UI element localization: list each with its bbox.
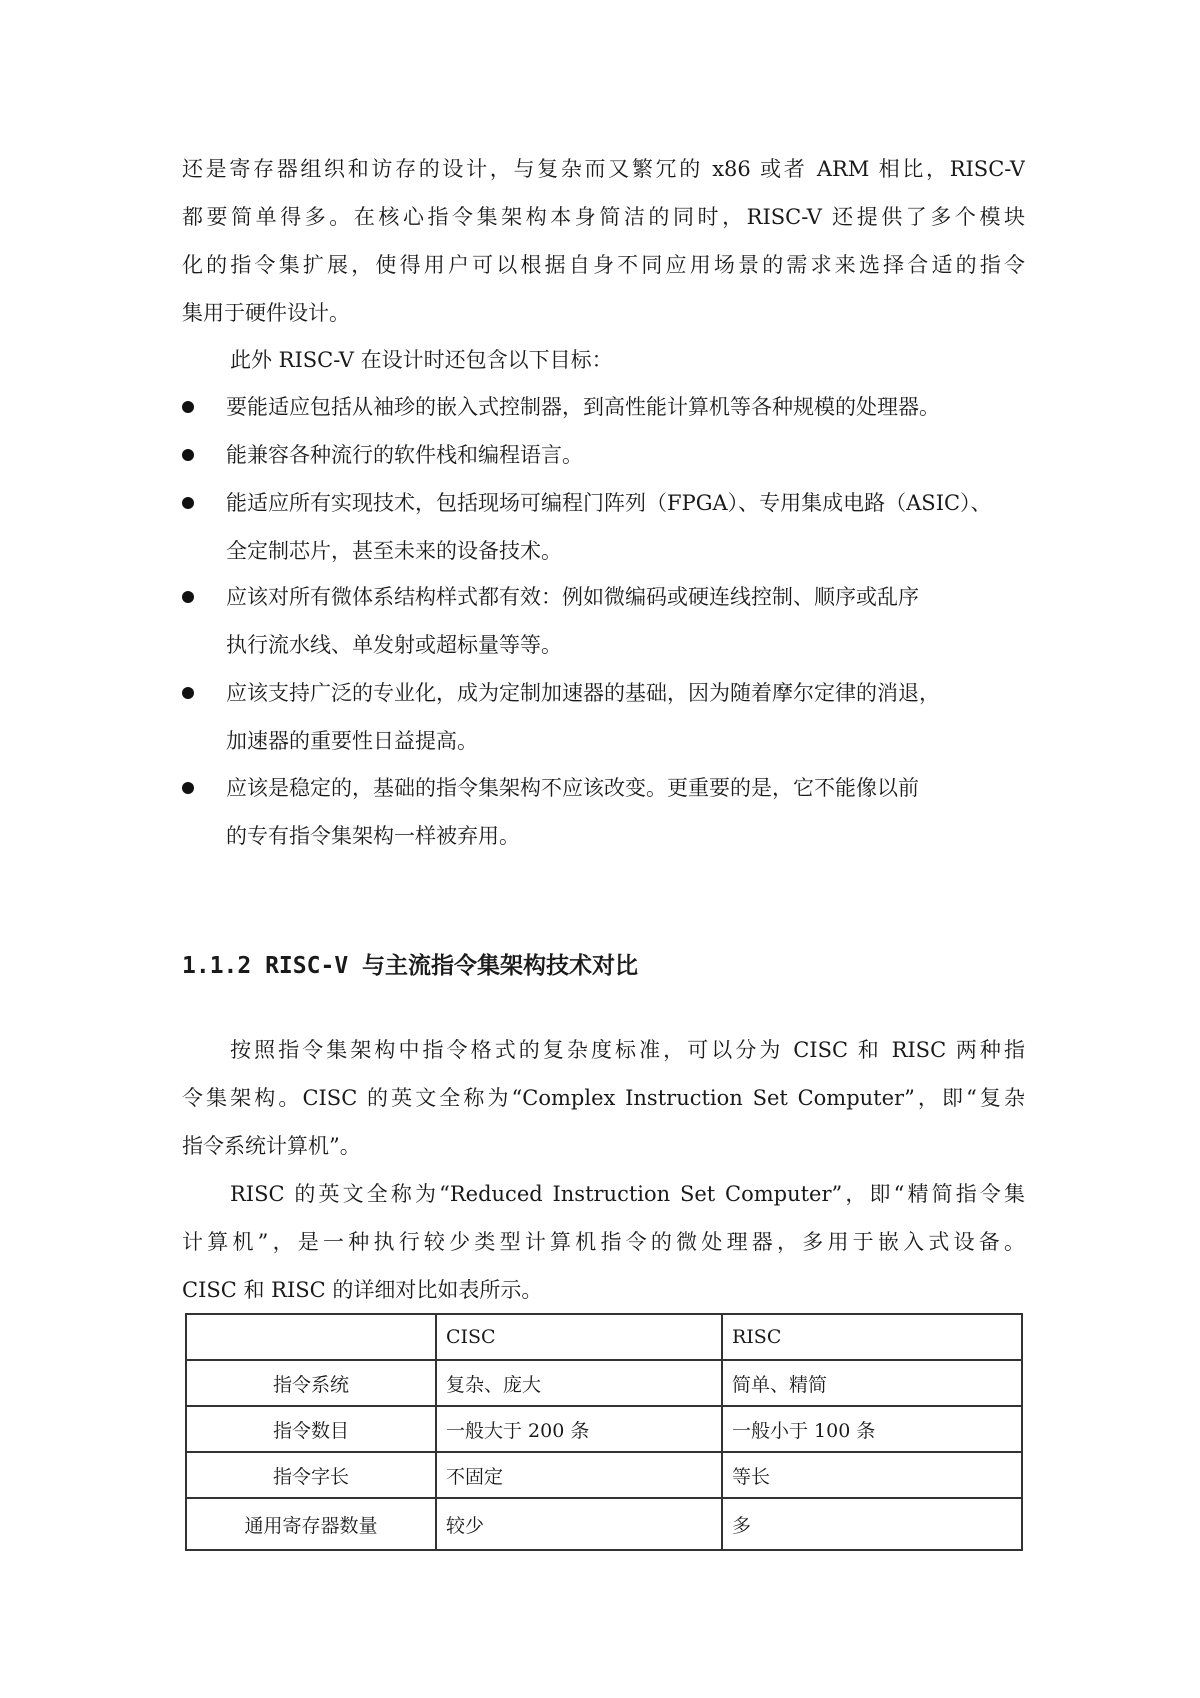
bullet-dot-icon — [182, 497, 194, 509]
text-line: 此外 RISC-V 在设计时还包含以下目标： — [230, 348, 613, 372]
text-line: 指令系统计算机”。 — [182, 1134, 361, 1158]
bullet-dot-icon — [182, 401, 194, 413]
text-line: 能适应所有实现技术，包括现场可编程门阵列（FPGA）、专用集成电路（ASIC）、 — [226, 491, 992, 515]
paragraph-3 — [182, 1026, 1025, 1170]
text-line: 加速器的重要性日益提高。 — [226, 729, 478, 753]
bullet-dot-icon — [182, 591, 194, 603]
text-line: 按照指令集架构中指令格式的复杂度标准，可以分为 CISC 和 RISC 两种指 — [230, 1038, 1025, 1062]
bullet-item — [182, 383, 1037, 431]
paragraph-4 — [182, 1170, 1025, 1314]
text-line: 要能适应包括从袖珍的嵌入式控制器，到高性能计算机等各种规模的处理器。 — [226, 395, 940, 419]
bullet-dot-icon — [182, 782, 194, 794]
table-cell: 复杂、庞大 — [436, 1360, 722, 1406]
text-line: 化的指令集扩展，使得用户可以根据自身不同应用场景的需求来选择合适的指令 — [182, 253, 1025, 277]
bullet-dot-icon — [182, 687, 194, 699]
table-row — [186, 1452, 1022, 1498]
text-line: 执行流水线、单发射或超标量等等。 — [226, 633, 562, 657]
table-cell: 不固定 — [436, 1452, 722, 1498]
table-row — [186, 1360, 1022, 1406]
table-header-row — [186, 1314, 1022, 1360]
table-cell: 等长 — [722, 1452, 1022, 1498]
bullet-item — [182, 573, 1037, 669]
bullet-item — [182, 479, 1037, 575]
text-line: CISC 和 RISC 的详细对比如表所示。 — [182, 1278, 543, 1302]
paragraph-2 — [182, 336, 1025, 384]
table-header-cell — [186, 1314, 436, 1360]
text-line: 应该支持广泛的专业化，成为定制加速器的基础，因为随着摩尔定律的消退， — [226, 681, 940, 705]
text-line: 令集架构。CISC 的英文全称为“Complex Instruction Set Computer”，即“复杂 — [182, 1086, 1025, 1110]
text-line: 应该是稳定的，基础的指令集架构不应该改变。更重要的是，它不能像以前 — [226, 776, 919, 800]
comparison-table — [185, 1313, 1023, 1551]
text-line: RISC 的英文全称为“Reduced Instruction Set Computer”，即“精简指令集 — [230, 1182, 1025, 1206]
text-line: 的专有指令集架构一样被弃用。 — [226, 824, 520, 848]
paragraph-1 — [182, 145, 1025, 337]
table-cell: 较少 — [436, 1498, 722, 1550]
table-row — [186, 1406, 1022, 1452]
table-row — [186, 1498, 1022, 1550]
text-line: 集用于硬件设计。 — [182, 301, 350, 325]
text-line: 能兼容各种流行的软件栈和编程语言。 — [226, 443, 583, 467]
text-line: 应该对所有微体系结构样式都有效：例如微编码或硬连线控制、顺序或乱序 — [226, 585, 919, 609]
table-cell: 一般大于 200 条 — [436, 1406, 722, 1452]
bullet-dot-icon — [182, 449, 194, 461]
table-cell: 一般小于 100 条 — [722, 1406, 1022, 1452]
table-header-cell: RISC — [722, 1314, 1022, 1360]
table-cell: 指令数目 — [186, 1406, 436, 1452]
table-cell: 多 — [722, 1498, 1022, 1550]
text-line: 都要简单得多。在核心指令集架构本身简洁的同时，RISC-V 还提供了多个模块 — [182, 205, 1025, 229]
section-heading: 1.1.2 RISC-V 与主流指令集架构技术对比 — [182, 953, 639, 979]
text-line: 全定制芯片，甚至未来的设备技术。 — [226, 539, 562, 563]
table-cell: 简单、精简 — [722, 1360, 1022, 1406]
bullet-item — [182, 764, 1037, 860]
table-cell: 指令系统 — [186, 1360, 436, 1406]
bullet-item — [182, 431, 1037, 479]
text-line: 还是寄存器组织和访存的设计，与复杂而又繁冗的 x86 或者 ARM 相比，RISC-V — [182, 157, 1025, 181]
table-cell: 通用寄存器数量 — [186, 1498, 436, 1550]
text-line: 计算机”，是一种执行较少类型计算机指令的微处理器，多用于嵌入式设备。 — [182, 1230, 1025, 1254]
table-cell: 指令字长 — [186, 1452, 436, 1498]
table-header-cell: CISC — [436, 1314, 722, 1360]
bullet-item — [182, 669, 1037, 765]
